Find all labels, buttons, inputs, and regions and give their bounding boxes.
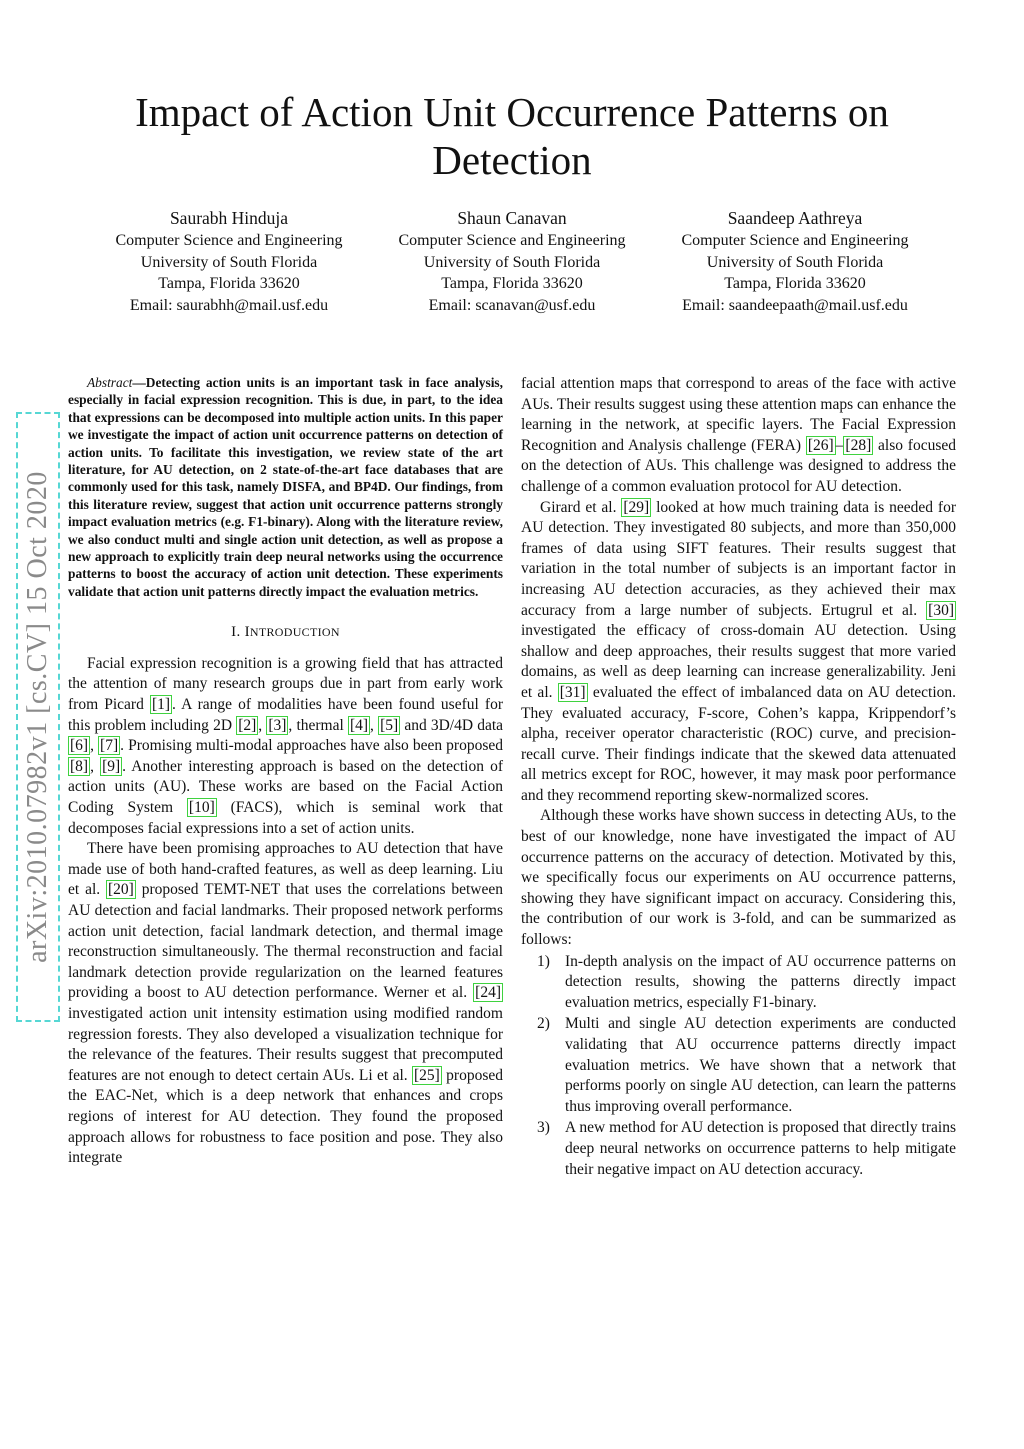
citation-link[interactable]: [25] xyxy=(414,1066,440,1084)
author-3 xyxy=(654,206,936,316)
citation-link[interactable]: [3] xyxy=(268,716,287,734)
right-column xyxy=(521,374,956,1180)
citation-link[interactable]: [1] xyxy=(151,696,171,714)
author-city: Tampa, Florida 33620 xyxy=(158,275,300,292)
author-email: Email: scanavan@usf.edu xyxy=(428,296,596,314)
author-1 xyxy=(88,206,370,316)
contribution-list xyxy=(521,952,956,1181)
citation-link[interactable]: [6] xyxy=(70,737,89,755)
citation-link[interactable]: [5] xyxy=(380,716,399,734)
author-univ: University of South Florida xyxy=(423,253,601,271)
abstract xyxy=(68,374,503,600)
author-univ: University of South Florida xyxy=(140,253,318,271)
author-univ: University of South Florida xyxy=(706,253,884,271)
citation-link[interactable]: [2] xyxy=(238,716,257,734)
author-name: Shaun Canavan xyxy=(457,208,567,228)
author-name: Saurabh Hinduja xyxy=(169,208,289,228)
abstract-text: —Detecting action units is an important task in face analysis, especially in facial expression recognition. This is due, in part, to the idea that expressions can be decomposed into multiple action units. In this paper we investigate the impact of action unit occurrence patterns on detection of action units. To facilitate this investigation, we review state of the art literature, for AU detection, on 2 state-of-the-art face databases that are commonly used for this task, namely DISFA, and BP4D. Our findings, from this literature review, suggest that action unit occurrence patterns strongly impact evaluation metrics (e.g. F1-binary). Along with the literature review, we also conduct multi and single action unit detection, as well as propose a new approach to explicitly train deep neural networks using the occurrence patterns to boost the accuracy of action unit detection. These experiments validate that action unit patterns directly impact the evaluation metrics. xyxy=(68,375,503,599)
left-column xyxy=(68,374,503,1169)
citation-link[interactable]: [7] xyxy=(100,737,119,755)
intro-paragraph-1: Facial expression recognition is a growing field that has attracted the attention of many research groups due in part from early work from Picard [1] . A range of modalities have been found useful for this problem including 2D [2] , [3] , thermal [4] , [5] and 3D/4D data [6] , [7] . Promising multi-modal approaches have also been proposed [8] , [9] . Another interesting approach is based on the detection of action units (AU). These works are based on the Facial Action Coding System [10] (FACS), which is seminal work that decomposes facial expressions into a set of action units. xyxy=(68,654,504,837)
author-email: Email: saandeepaath@mail.usf.edu xyxy=(682,296,908,314)
citation-link[interactable]: [8] xyxy=(70,757,89,775)
citation-link[interactable]: [26] xyxy=(807,436,834,454)
author-city: Tampa, Florida 33620 xyxy=(724,275,866,292)
author-dept: Computer Science and Engineering xyxy=(681,232,909,249)
author-city: Tampa, Florida 33620 xyxy=(441,275,583,292)
citation-link[interactable]: [31] xyxy=(559,683,586,701)
list-item: 3) A new method for AU detection is proposed that directly trains deep neural networks on occurrence patterns to help mitigate their negative impact on AU detection accuracy. xyxy=(537,1119,956,1178)
intro-paragraph-2: There have been promising approaches to AU detection that have made use of both hand-crafted features, as well as deep learning. Liu et al. [20] proposed TEMT-NET that uses the correlations between AU detection and facial landmarks. Their proposed network performs action unit detection, facial landmark detection, and thermal image reconstruction simultaneously. The thermal reconstruction and facial landmark detection provide regularization on the learned features providing a boost to AU detection performance. Werner et al. [24] investigated action unit intensity estimation using modified random regression forests. They also developed a visualization technique for the relevance of the features. Their results suggest that precomputed features are not enough to detect certain AUs. Li et al. [25] proposed the EAC-Net, which is a deep network that enhances and crops regions of interest for AU detection. They found the proposed approach allows for robustness to face position and pose. They also integrate xyxy=(68,840,504,1167)
citation-link[interactable]: [4] xyxy=(349,716,369,734)
citation-link[interactable]: [9] xyxy=(102,757,121,775)
author-dept: Computer Science and Engineering xyxy=(115,232,343,249)
citation-link[interactable]: [29] xyxy=(623,498,650,516)
citation-link[interactable]: [24] xyxy=(475,984,501,1002)
abstract-label: Abstract xyxy=(87,375,133,390)
section-heading-introduction: I. INTRODUCTION xyxy=(231,624,340,641)
arxiv-stamp-text: arXiv:2010.07982v1 [cs.CV] 15 Oct 2020 xyxy=(22,471,53,963)
citation-link[interactable]: [28] xyxy=(845,436,872,454)
right-paragraph-3: Although these works have shown success in detecting AUs, to the best of our knowledge, none have investigated the impact of AU occurrence patterns on the accuracy of detection. Motivated by this, we specifically focus our experiments on AU occurrence patterns, showing they have significant impact on accuracy. Considering this, the contribution of our work is 3-fold, and can be summarized as follows: xyxy=(521,807,956,949)
list-item: 1) In-depth analysis on the impact of AU occurrence patterns on detection results, showing the patterns directly impact evaluation metrics, especially F1-binary. xyxy=(537,952,956,1011)
arxiv-stamp xyxy=(16,412,60,1022)
citation-link[interactable]: [10] xyxy=(188,799,215,817)
author-2 xyxy=(371,206,653,316)
author-name: Saandeep Aathreya xyxy=(727,208,863,228)
list-item: 2) Multi and single AU detection experiments are conducted validating that AU occurrence patterns directly impact evaluation metrics. We have shown that a network that performs poorly on single AU detection, can learn the patterns thus improving overall performance. xyxy=(537,1015,956,1115)
paper-title: Impact of Action Unit Occurrence Patterns on Detection xyxy=(135,89,889,183)
citation-link[interactable]: [20] xyxy=(108,881,134,899)
right-paragraph-2: Girard et al. [29] looked at how much training data is needed for AU detection. They investigated 80 subjects, and more than 350,000 frames of data using SIFT features. Their results suggest that variation in the total number of subjects is an important factor in increasing AU detection accuracies, as they achieved their max accuracy from a large number of subjects. Ertugrul et al. [30] investigated the efficacy of cross-domain AU detection. Using shallow and deep approaches, their results suggest that more varied domains, as well as deep learning can increase generalizability. Jeni et al. [31] evaluated the effect of imbalanced data on AU detection. They evaluated accuracy, F-score, Cohen’s kappa, Krippendorf’s alpha, receiver operator characteristic (ROC) curve, and precision-recall curve. Their findings indicate that the skewed data attenuated all metrics except for ROC, however, it may mask poor performance and they recommend reporting skew-normalized scores. xyxy=(521,498,957,804)
author-block xyxy=(88,206,936,316)
author-email: Email: saurabhh@mail.usf.edu xyxy=(129,296,329,314)
citation-link[interactable]: [30] xyxy=(928,601,954,619)
author-dept: Computer Science and Engineering xyxy=(398,232,626,249)
right-paragraph-1: facial attention maps that correspond to areas of the face with active AUs. Their results suggest using these attention maps can enhance the learning in the network, at specific layers. The Facial Expression Recognition and Analysis challenge (FERA) [26] – [28] also focused on the detection of AUs. This challenge was designed to address the challenge of a common evaluation protocol for AU detection. xyxy=(521,375,957,495)
